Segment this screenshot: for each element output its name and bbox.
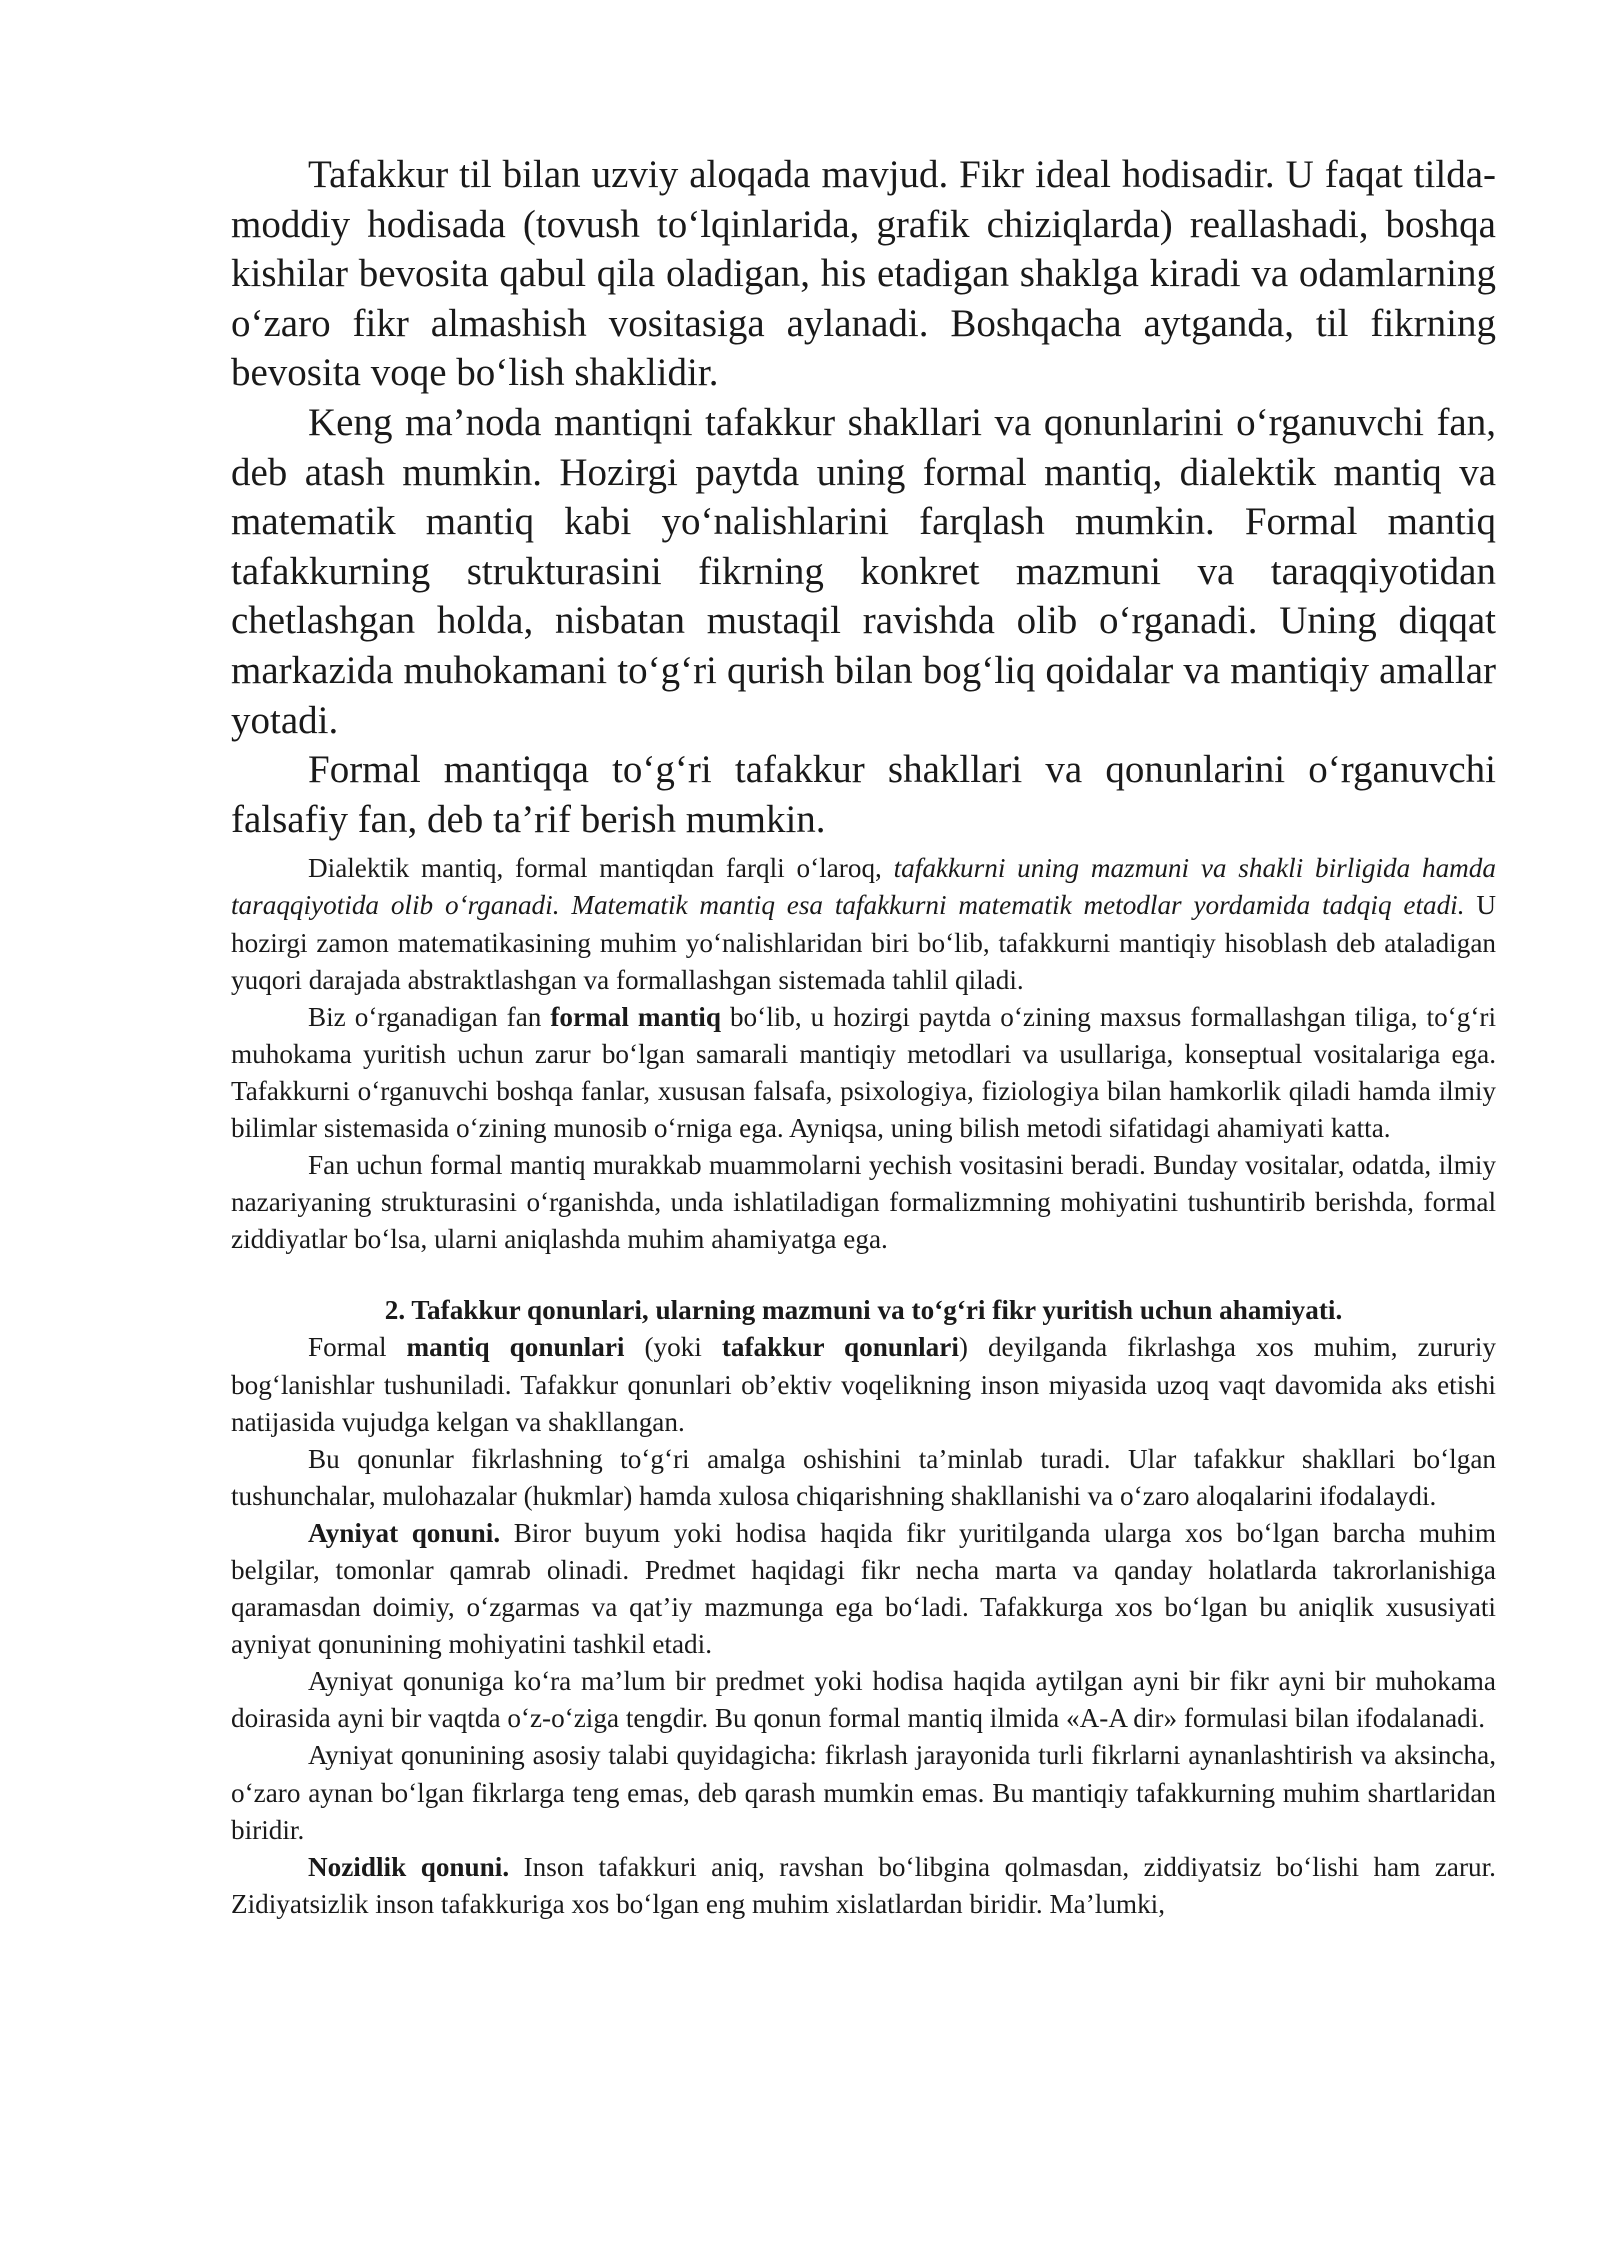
paragraph-biz-text-a: Biz o‘rganadigan fan — [308, 1001, 551, 1032]
paragraph-nozidlik-text: Inson tafakkuri aniq, ravshan bo‘libgina qolmasdan, ziddiyatsiz bo‘lishi ham zarur. Zidiyatsizlik inson tafakkuriga xos bo‘lgan eng muhim xislatlardan biridir. Ma’lumki, — [231, 1851, 1496, 1919]
paragraph-tafakkur-til: Tafakkur til bilan uzviy aloqada mavjud. Fikr ideal hodisadir. U faqat tilda-moddiy hodisada (tovush to‘lqinlarida, grafik chiziqlarda) reallashadi, boshqa kishilar bevosita qabul qila oladigan, his etadigan shaklga kiradi va odamlarning o‘zaro fikr almashish vositasiga aylanadi. Boshqacha aytganda, til fikrning bevosita voqe bo‘lish shaklidir. — [231, 153, 1496, 395]
paragraph-fan: Fan uchun formal mantiq murakkab muammolarni yechish vositasini beradi. Bunday vositalar, odatda, ilmiy nazariyaning strukturasini o‘rganishda, unda ishlatiladigan formalizmning mohiyatini tushuntirib berishda, formal ziddiyatlar bo‘lsa, ularni aniqlashda muhim ahamiyatga ega. — [231, 1150, 1496, 1255]
paragraph-ayniyat-talabi: Ayniyat qonunining asosiy talabi quyidagicha: fikrlash jarayonida turli fikrlarni aynanlashtirish va aksincha, o‘zaro aynan bo‘lgan fikrlarga teng emas, deb qarash mumkin emas. Bu mantiqiy tafakkurning muhim shartlaridan biridir. — [231, 1740, 1496, 1845]
paragraph-formal-qonunlari-text-e: ) deyilganda fikrlashga xos muhim, zururiy bog‘lanishlar tushuniladi. Tafakkur qonunlari ob’ektiv voqelikning inson miyasida uzoq vaqt davomida aks etishi natijasida vujudga kelgan va shakllangan. — [231, 1332, 1497, 1437]
paragraph-bu-qonunlar: Bu qonunlar fikrlashning to‘g‘ri amalga oshishini ta’minlab turadi. Ular tafakkur shakllari bo‘lgan tushunchalar, mulohazalar (hukmlar) hamda xulosa chiqarishning shakllanishi va o‘zaro aloqalarini ifodalaydi. — [231, 1443, 1496, 1511]
paragraph-dialektik-text-c: U hozirgi zamon matematikasining muhim yo‘nalishlaridan biri bo‘lib, tafakkurni mantiqiy hisoblash deb ataladigan yuqori darajada abstraktlashgan va formallashgan sistemada tahlil qiladi. — [231, 890, 1497, 995]
paragraph-formal-qonunlari-bold-1: mantiq qonunlari — [406, 1332, 625, 1363]
paragraph-formal-mantiqqa: Formal mantiqqa to‘g‘ri tafakkur shakllari va qonunlarini o‘rganuvchi falsafiy fan, deb ta’rif berish mumkin. — [231, 748, 1496, 841]
paragraph-ayniyat-bold: Ayniyat qonuni. — [308, 1517, 501, 1548]
paragraph-dialektik-italic: tafakkurni uning mazmuni va shakli birligida hamda taraqqiyotida olib o‘rganadi. Matematik mantiq esa tafakkurni matematik metodlar yordamida tadqiq etadi. — [231, 853, 1496, 921]
document-page — [231, 150, 1496, 1923]
paragraph-biz-bold: formal mantiq — [550, 1001, 721, 1032]
paragraph-ayniyat-qonuni — [231, 1515, 1496, 1663]
small-text-block — [231, 850, 1496, 1923]
paragraph-biz — [231, 999, 1496, 1147]
large-text-block — [231, 150, 1496, 844]
paragraph-nozidlik-qonuni — [231, 1849, 1496, 1923]
paragraph-biz-text-c: bo‘lib, u hozirgi paytda o‘zining maxsus formallashgan tiliga, to‘g‘ri muhokama yuritish uchun zarur bo‘lgan samarali mantiqiy metodlari va usullariga, konseptual vositalariga ega. Tafakkurni o‘rganuvchi boshqa fanlar, xususan falsafa, psixologiya, fiziologiya bilan hamkorlik qiladi hamda ilmiy bilimlar sistemasida o‘zining munosib o‘rniga ega. Ayniqsa, uning bilish metodi sifatidagi ahamiyati katta. — [231, 1001, 1496, 1143]
paragraph-formal-qonunlari — [231, 1329, 1496, 1440]
paragraph-ayniyat-formula: Ayniyat qonuniga ko‘ra ma’lum bir predmet yoki hodisa haqida aytilgan ayni bir fikr ayni bir muhokama doirasida ayni bir vaqtda o‘z-o‘ziga tengdir. Bu qonun formal mantiq ilmida «A-A dir» formulasi bilan ifodalanadi. — [231, 1666, 1496, 1734]
paragraph-formal-qonunlari-text-c: (yoki — [624, 1332, 722, 1363]
paragraph-nozidlik-bold: Nozidlik qonuni. — [308, 1851, 510, 1882]
paragraph-keng-manoda: Keng ma’noda mantiqni tafakkur shakllari va qonunlarini o‘rganuvchi fan, deb atash mumkin. Hozirgi paytda uning formal mantiq, dialektik mantiq va matematik mantiq kabi yo‘nalishlarini farqlash mumkin. Formal mantiq tafakkurning strukturasini fikrning konkret mazmuni va taraqqiyotidan chetlashgan holda, nisbatan mustaqil ravishda olib o‘rganadi. Uning diqqat markazida muhokamani to‘g‘ri qurish bilan bog‘liq qoidalar va mantiqiy amallar yotadi. — [231, 400, 1496, 742]
section-heading: 2. Tafakkur qonunlari, ularning mazmuni va to‘g‘ri fikr yuritish uchun ahamiyati. — [384, 1295, 1343, 1326]
paragraph-formal-qonunlari-text-a: Formal — [308, 1332, 407, 1363]
paragraph-ayniyat-text: Biror buyum yoki hodisa haqida fikr yuritilganda ularga xos bo‘lgan barcha muhim belgilar, tomonlar qamrab olinadi. Predmet haqidagi fikr necha marta va qanday holatlarda takrorlanishiga qaramasdan doimiy, o‘zgarmas va qat’iy mazmunga ega bo‘ladi. Tafakkurga xos bo‘lgan bu aniqlik xususiyati ayniyat qonunining mohiyatini tashkil etadi. — [231, 1517, 1496, 1660]
paragraph-dialektik-text-a: Dialektik mantiq, formal mantiqdan farqli o‘laroq, — [308, 853, 894, 884]
paragraph-formal-qonunlari-bold-2: tafakkur qonunlari — [721, 1332, 959, 1363]
paragraph-dialektik — [231, 850, 1496, 998]
